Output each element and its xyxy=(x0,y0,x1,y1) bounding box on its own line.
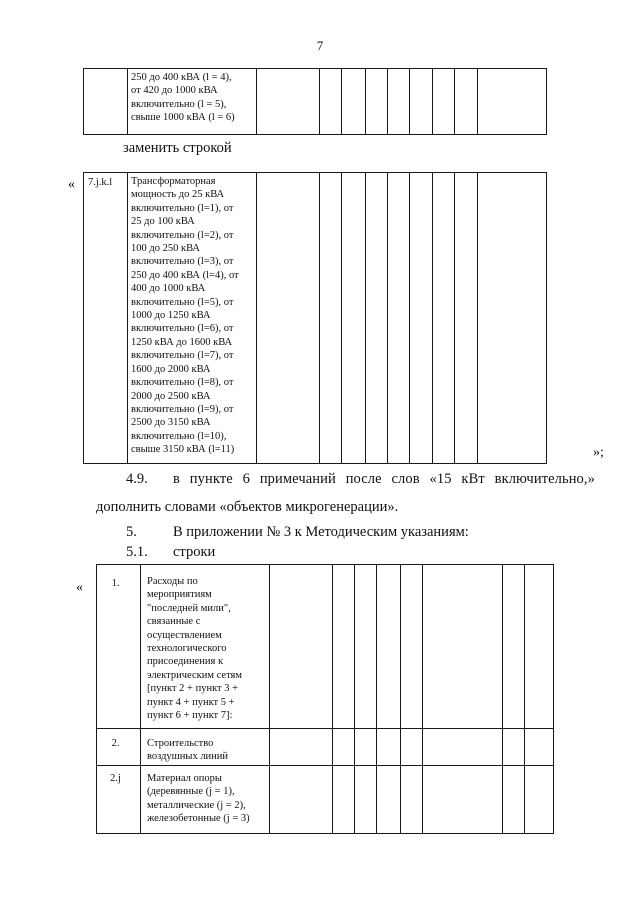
table-replacement-row xyxy=(83,172,547,464)
para-5-number: 5. xyxy=(126,524,137,540)
para-4-9-line1 xyxy=(173,470,595,488)
row-number: 2. xyxy=(111,738,120,749)
table-row xyxy=(97,565,554,729)
close-quote-1: »; xyxy=(593,445,604,460)
page-number: 7 xyxy=(316,38,324,53)
open-quote-2: « xyxy=(76,580,83,595)
table-row xyxy=(84,173,547,464)
table-row xyxy=(97,729,554,766)
table-row xyxy=(97,766,554,834)
replace-instruction: заменить строкой xyxy=(123,140,232,156)
row-number: 1. xyxy=(111,578,120,589)
table-appendix-3 xyxy=(96,564,554,834)
para-5-1-text: строки xyxy=(173,544,216,560)
table-fragment-top xyxy=(83,68,547,135)
para-5-text: В приложении № 3 к Методическим указаниям: xyxy=(173,524,469,540)
row-description: Расходы по мероприятиям "последней мили", связанные с осуществлением технологического присоединения к электрическим сетям [пункт 2 + пункт 3 + пункт 4 + пункт 5 + пункт 6 + пункт 7]: xyxy=(147,576,242,722)
row-description: Трансформаторная мощность до 25 кВА включительно (l=1), от 25 до 100 кВА включительно (l=2), от 100 до 250 кВА включительно (l=3), от 250 до 400 кВА (l=4), от 400 до 1000 кВА включительно (l=5), от 1000 до 1250 кВА включительно (l=6), от 1250 кВА до 1600 кВА включительно (l=7), от 1600 до 2000 кВА включительно (l=8), от 2000 до 2500 кВА включительно (l=9), от 2500 до 3150 кВА включительно (l=10), свыше 3150 кВА (l=11) xyxy=(131,176,239,456)
para-4-9-text: в пункте 6 примечаний после слов «15 кВт включительно,» xyxy=(173,471,595,487)
table-row xyxy=(84,69,547,135)
para-4-9-line2: дополнить словами «объектов микрогенерации». xyxy=(96,499,399,515)
para-4-9-number: 4.9. xyxy=(126,471,148,487)
open-quote-1: « xyxy=(68,177,75,192)
row-description: Материал опоры (деревянные (j = 1), металлические (j = 2), железобетонные (j = 3) xyxy=(147,773,250,825)
row-number: 2.j xyxy=(110,773,121,784)
row-description: Строительство воздушных линий xyxy=(147,738,229,763)
row-description: 250 до 400 кВА (l = 4), от 420 до 1000 кВА включительно (l = 5), свыше 1000 кВА (l = 6) xyxy=(131,72,235,124)
row-number: 7.j.k.l xyxy=(88,177,113,188)
para-5-1-number: 5.1. xyxy=(126,544,148,560)
